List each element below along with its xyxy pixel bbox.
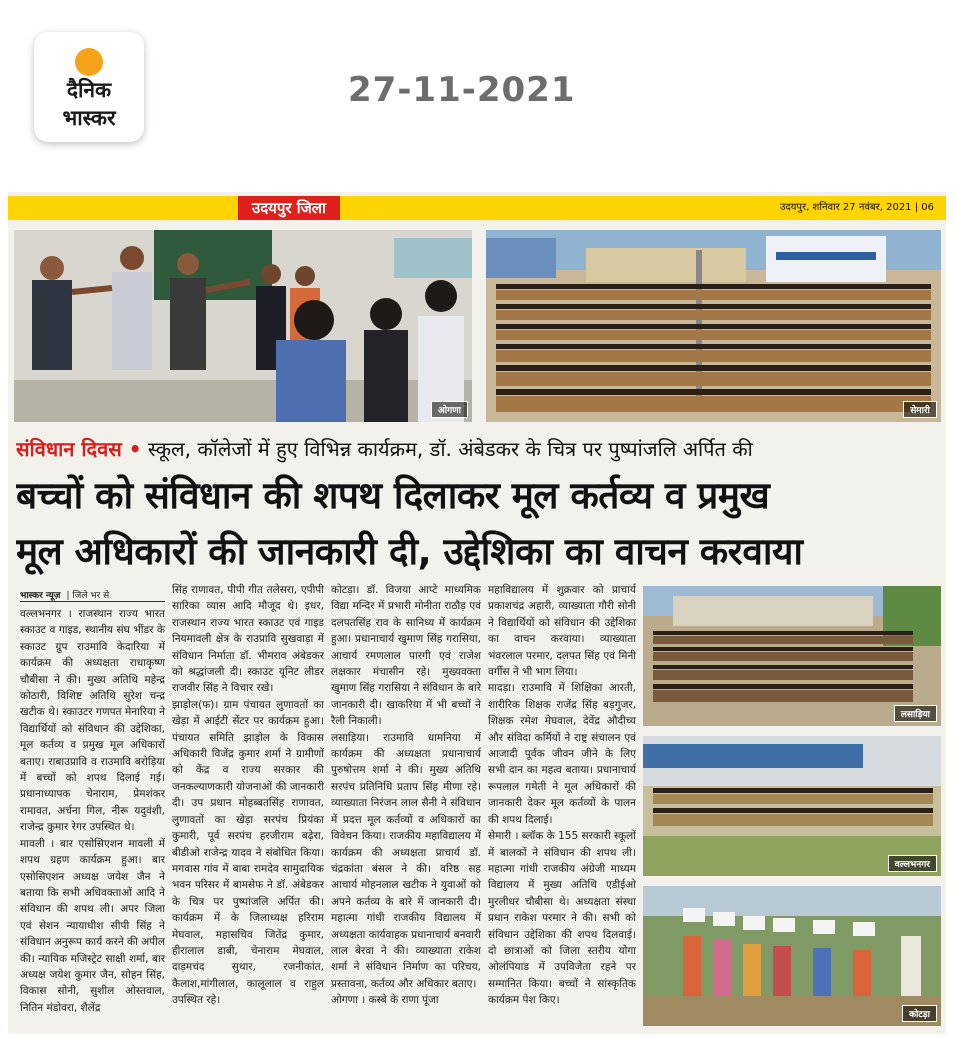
photo-label-ogna: ओगणा — [431, 401, 468, 418]
section-title: उदयपुर जिला — [238, 196, 340, 220]
photo-classroom-image — [14, 230, 472, 422]
page-date: उदयपुर, शनिवार 27 नवंबर, 2021 | 06 — [779, 202, 934, 213]
paragraph-vallabhnagar: वल्लभनगर । राजस्थान राज्य भारत स्काउट व गाइड, स्थानीय संघ भींडर के स्काउट ग्रुप राउमावि केदारिया में कार्यक्रम की अध्यक्षता राधाकृष्ण चौबीसा ने की। मुख्य अतिथि महेन्द्र कोठारी, विशिष्ट अतिथि सुरेश चन्द्र खटीक थे। स्काउटर गणपत मेनारिया ने विद्यार्थियों को संविधान की उद्देशिका, मूल कर्तव्य व प्रमुख मूल अधिकारों बताए। राबाउप्रावि व राउमावि बरोड़िया में बच्चों को शपथ दिलाई गई। प्रधानाध्यापक चेनाराम, प्रेमशंकर रामावत, अर्चना गिल, नीरू यदुवंशी, राजेन्द्र कुमार रेगर उपस्थित थे। — [20, 608, 165, 834]
photo-vallabhnagar-assembly — [643, 736, 941, 876]
paragraph-mavli: मावली । बार एसोसिएशन मावली में शपथ ग्रहण कार्यक्रम हुआ। बार एसोसिएशन अध्यक्ष जयेश जैन ने बताया कि सभी अधिवक्ताओं आदि ने संविधान की शपथ ली। अपर जिला एवं सेशन न्यायाधीश सीपी सिंह ने संविधान अनुरूप कार्य करने की अपील की। न्यायिक मजिस्ट्रेट साक्षी शर्मा, बार अध्यक्ष जयेश कुमार जैन, सोहन सिंह, विकास सोनी, सुशील ओस्तवाल, नितिन मंडोवरा, शैलेंद्र — [20, 837, 165, 1014]
photo-label-vallabhnagar: वल्लभनगर — [888, 855, 937, 872]
paragraph-lasadiya: लसाड़िया। राउमावि धामनिया में कार्यक्रम की अध्यक्षता प्रधानाचार्य पुरुषोत्तम शर्मा ने की। मुख्य अतिथि सरपंच प्रतिनिधि प्रताप सिंह मीणा रहे। व्याख्याता निरंजन लाल सैनी ने संविधान में प्रदत्त मूल कर्तव्यों व अधिकारों का विवेचन किया। राजकीय महाविद्यालय में कार्यक्रम की अध्यक्षता प्राचार्य डॉ. चंद्रकांता बंसल ने की। वरिष्ठ सह आचार्य मोहनलाल खटीक ने युवाओं को अपने कर्तव्य के बारे में जानकारी दी। महात्मा गांधी राजकीय विद्यालय में अध्यक्षता कार्यवाहक प्रधानाचार्य बनवारी लाल बेरवा ने की। व्याख्याता राकेश शर्मा ने संविधान निर्माण का परिचय, प्रस्तावना, कर्तव्य और अधिकार बताए। — [331, 731, 481, 990]
photo-assembly-image — [486, 230, 941, 422]
photo-classroom-pledge — [14, 230, 472, 422]
byline-rule — [20, 601, 165, 602]
photo-label-lasadiya: लसाड़िया — [894, 705, 937, 722]
logo-line2: भास्कर — [62, 106, 116, 130]
paragraph-semari: सेमारी । ब्लॉक के 155 सरकारी स्कूलों में बालकों ने संविधान की शपथ ली। महात्मा गांधी राजकीय अंग्रेजी माध्यम विद्यालय में मुख्य अतिथि एडीईओ मुरलीधर चौबीसा थे। अध्यक्षता संस्था प्रधान राकेश परमार ने की। सभी को संविधान उद्देशिका की शपथ दिलवाई। दो छात्राओं को जिला स्तरीय योगा ओलंपियाड में उपविजेता रहने पर सम्मानित किया। बच्चों ने सांस्कृतिक कार्यक्रम पेश किए। — [488, 830, 636, 1007]
paragraph-madda: मादड़ा। राउमावि में शिक्षिका आरती, शारीरिक शिक्षक राजेंद्र सिंह बड़गुजर, शिक्षक रमेश मेघवाल, देवेंद्र औदीच्य और संविदा कर्मियों ने राष्ट्र संचालन एवं आजादी पूर्वक जीवन जीने के लिए सभी दान का महत्व बताया। प्रधानाचार्य रूपलाल गमेती ने मूल अधिकारों की जानकारी देकर मूल कर्तव्यों के पालन की शपथ दिलाई। — [488, 682, 636, 826]
photo-kotda-rally — [643, 886, 941, 1026]
paragraph-college: महाविद्यालय में शुक्रवार को प्राचार्य प्रकाशचंद्र अहारी, व्याख्याता गौरी सोनी ने विद्यार्थियों को संविधान की उद्देशिका का वाचन करवाया। व्याख्याता भंवरलाल परमार, दलपत सिंह एवं मिनी वर्गीस ने भी भाग लिया। — [488, 584, 636, 679]
paragraph-kotda: कोटड़ा। डॉ. विजया आप्टे माध्यमिक विद्या मन्दिर में प्रभारी मोनीता राठौड़ एवं दलपतसिंह राव के सानिध्य में कार्यक्रम हुआ। प्रधानाचार्य खुमाण सिंह गरासिया, आचार्य रमणलाल पारगी एवं राजेश लक्षकार मंचासीन रहे। मुख्यवक्ता खुमाण सिंह गरासिया ने संविधान के बारे जानकारी दी। खाकरिया में भी बच्चों ने रैली निकाली। — [331, 584, 481, 728]
kicker-line — [16, 432, 941, 466]
byline — [20, 588, 109, 601]
photo-label-kotda: कोटड़ा — [902, 1005, 937, 1022]
sun-icon — [75, 48, 103, 76]
photo-assembly-ground — [486, 230, 941, 422]
kicker-highlight: संविधान दिवस • — [16, 437, 142, 461]
photo-label-semari: सेमारी — [903, 401, 937, 418]
headline-line2: मूल अधिकारों की जानकारी दी, उद्देशिका का वाचन करवाया — [16, 530, 803, 573]
article-column-3 — [331, 582, 481, 1026]
paragraph-sukhwada: सिंह राणावत, पीपी गीत तलेसरा, एपीपी सारिका व्यास आदि मौजूद थे। इधर, राजस्थान राज्य भारत स्काउट एवं गाइड नियमावली क्षेत्र के राउप्रावि सुखवाड़ा में संविधान निर्माता डॉ. भीमराव अंबेडकर को श्रद्धांजली दी। स्काउट यूनिट लीडर राजवीर सिंह ने विचार रखे। — [172, 584, 324, 695]
article-column-2 — [172, 582, 324, 1026]
photo-schoolyard-lasadiya — [643, 586, 941, 726]
article-column-1 — [20, 606, 165, 1026]
section-band — [8, 196, 946, 220]
logo-line1: दैनिक — [66, 78, 112, 102]
edition-date: 27-11-2021 — [348, 70, 576, 110]
byline-agency: भास्कर न्यूज़ — [20, 591, 61, 601]
kicker-text: स्कूल, कॉलेजों में हुए विभिन्न कार्यक्रम, डॉ. अंबेडकर के चित्र पर पुष्पांजलि अर्पित की — [141, 437, 753, 461]
headline-line1: बच्चों को संविधान की शपथ दिलाकर मूल कर्तव्य व प्रमुख — [16, 474, 770, 517]
article-column-4 — [488, 582, 636, 1026]
photo-rally-image — [643, 886, 941, 1026]
dainik-bhaskar-logo[interactable] — [34, 32, 144, 142]
paragraph-ogna: ओगणा । कस्बे के राणा पूंजा — [331, 994, 439, 1007]
byline-place: | जिले भर से — [66, 591, 110, 601]
newspaper-clipping — [8, 192, 946, 1034]
paragraph-jhadol: झाड़ोल(फ)। ग्राम पंचायत लुणावतों का खेड़ा में आईटी सेंटर पर कार्यक्रम हुआ। पंचायत समिति झाड़ोल के विकास अधिकारी विजेंद्र कुमार शर्मा ने ग्रामीणों को केंद्र व राज्य सरकार की जनकल्याणकारी योजनाओं की जानकारी दी। उप प्रधान मोहब्बतसिंह राणावत, लुणावतों का खेड़ा सरपंच प्रियंका कुमारी, पूर्व सरपंच हरजीराम बढ़ेरा, बीडीओ राजेन्द्र यादव ने संबोधित किया। मगवास गांव में बाबा रामदेव सामुदायिक भवन परिसर में बामसेफ ने डॉ. अंबेडकर के चित्र पर पुष्पांजलि अर्पित की। कार्यक्रम में के जिलाध्यक्ष हरिराम मेघवाल, महासचिव जितेंद्र कुमार, हीरालाल डाबी, चेनाराम मेघवाल, दाड़मचंद सुथार, रजनीकांत, कैलाश,मांगीलाल, कालूलाल व राहुल उपस्थित रहे। — [172, 698, 324, 1007]
